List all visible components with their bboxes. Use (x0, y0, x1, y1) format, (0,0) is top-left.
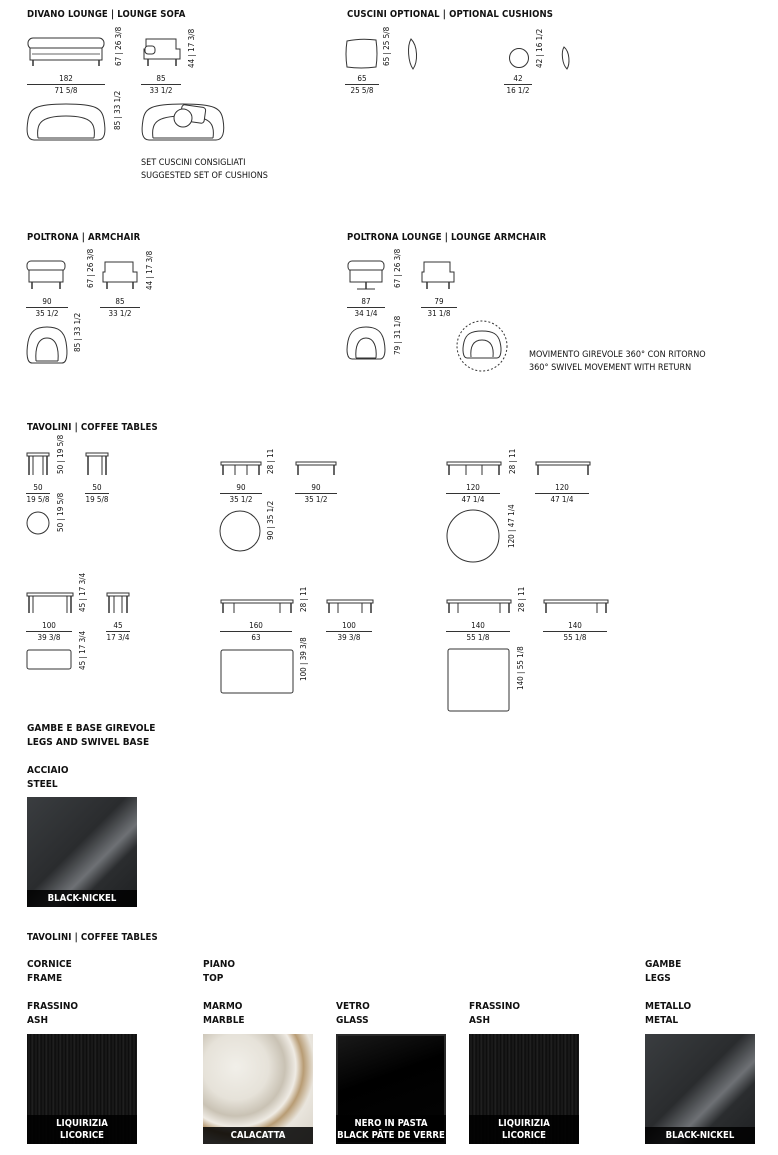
marble-label: MARMO MARBLE (203, 1001, 245, 1026)
sofa-side-drawing (143, 36, 183, 68)
table-100-side-drawing (106, 592, 130, 614)
square-cushion-side-drawing (405, 38, 419, 70)
sofa-seat-dim: 44 | 17 3/8 (187, 28, 196, 68)
sofa-width-dim: 182 71 5/8 (27, 74, 105, 95)
metal-black-nickel-swatch: BLACK-NICKEL (645, 1034, 755, 1144)
table-90-plan-dim: 90 | 35 1/2 (266, 500, 275, 540)
table-100-plan-dim: 45 | 17 3/4 (78, 630, 87, 670)
table-120-front-drawing (446, 461, 502, 477)
licorice-ash-top-swatch (469, 1034, 579, 1144)
table-120-plan-dim: 120 | 47 1/4 (507, 504, 516, 548)
table-50-depth-dim: 50 19 5/8 (85, 483, 109, 504)
table-120-plan-drawing (446, 509, 502, 565)
table-140-front-drawing (446, 599, 512, 615)
round-cushion-width-dim: 42 16 1/2 (504, 74, 532, 95)
table-50-plan-drawing (26, 510, 50, 536)
ash-label-top: FRASSINO ASH (469, 1001, 521, 1026)
top-label: PIANO TOP (203, 959, 236, 984)
black-glass-label: NERO IN PASTA BLACK PÂTE DE VERRE (336, 1115, 446, 1144)
table-90-height-dim: 28 | 11 (266, 448, 275, 474)
round-cushion-side-drawing (560, 46, 572, 70)
table-90-front-drawing (220, 461, 262, 477)
square-cushion-drawing (345, 38, 379, 70)
table-160-side-drawing (326, 599, 374, 615)
metal-label: METALLO METAL (645, 1001, 692, 1026)
armchair-seat-dim: 44 | 17 3/8 (145, 250, 154, 290)
black-glass-swatch (336, 1034, 446, 1144)
table-160-height-dim: 28 | 11 (299, 586, 308, 612)
table-50-width-dim: 50 19 5/8 (26, 483, 50, 504)
lounge-armchair-plan-dim: 79 | 31 1/8 (393, 315, 402, 355)
armchair-depth-dim: 85 33 1/2 (100, 297, 140, 318)
table-160-front-drawing (220, 599, 294, 615)
table-140-plan-drawing (447, 648, 511, 712)
armchair-front-drawing (26, 259, 68, 291)
table-100-width-dim: 100 39 3/8 (26, 621, 72, 642)
ash-label-frame: FRASSINO ASH (27, 1001, 79, 1026)
legs-label: GAMBE LEGS (645, 959, 682, 984)
table-100-depth-dim: 45 17 3/4 (106, 621, 130, 642)
lounge-armchair-height-dim: 67 | 26 3/8 (393, 248, 402, 288)
table-90-width-dim: 90 35 1/2 (220, 483, 262, 504)
table-100-front-drawing (26, 592, 74, 614)
section-title-armchair: POLTRONA | ARMCHAIR (27, 232, 141, 243)
section-title-lounge-sofa: DIVANO LOUNGE | LOUNGE SOFA (27, 9, 186, 20)
lounge-armchair-front-drawing (347, 259, 387, 291)
sofa-plan-depth-dim: 85 | 33 1/2 (113, 90, 122, 130)
licorice-ash-frame-label: LIQUIRIZIA LICORICE (27, 1115, 137, 1144)
steel-black-nickel-swatch: BLACK-NICKEL (27, 797, 137, 907)
table-100-plan-drawing (26, 649, 72, 671)
table-50-height-dim: 50 | 19 5/8 (56, 434, 65, 474)
table-90-side-drawing (295, 461, 337, 477)
table-140-height-dim: 28 | 11 (517, 586, 526, 612)
calacatta-marble-swatch: CALACATTA (203, 1034, 313, 1144)
table-100-height-dim: 45 | 17 3/4 (78, 572, 87, 612)
sofa-plan-with-cushions-drawing (141, 102, 225, 144)
licorice-ash-frame-swatch (27, 1034, 137, 1144)
lounge-armchair-depth-dim: 79 31 1/8 (421, 297, 457, 318)
sofa-depth-dim: 85 33 1/2 (141, 74, 181, 95)
armchair-side-drawing (102, 259, 140, 291)
table-140-plan-dim: 140 | 55 1/8 (516, 646, 525, 690)
glass-label: VETRO GLASS (336, 1001, 370, 1026)
armchair-width-dim: 90 35 1/2 (26, 297, 68, 318)
section-title-coffee-tables: TAVOLINI | COFFEE TABLES (27, 422, 158, 433)
frame-label: CORNICE FRAME (27, 959, 72, 984)
table-140-depth-dim: 140 55 1/8 (543, 621, 607, 642)
armchair-plan-dim: 85 | 33 1/2 (73, 312, 82, 352)
lounge-armchair-width-dim: 87 34 1/4 (347, 297, 385, 318)
table-160-plan-dim: 100 | 39 3/8 (299, 637, 308, 681)
table-140-side-drawing (543, 599, 609, 615)
section-title-lounge-armchair: POLTRONA LOUNGE | LOUNGE ARMCHAIR (347, 232, 547, 243)
licorice-ash-top-label: LIQUIRIZIA LICORICE (469, 1115, 579, 1144)
section-title-optional-cushions: CUSCINI OPTIONAL | OPTIONAL CUSHIONS (347, 9, 554, 20)
square-cushion-width-dim: 65 25 5/8 (345, 74, 379, 95)
table-160-plan-drawing (220, 649, 294, 695)
table-50-side-drawing (85, 452, 109, 476)
table-160-depth-dim: 100 39 3/8 (326, 621, 372, 642)
table-120-width-dim: 120 47 1/4 (446, 483, 500, 504)
lounge-armchair-side-drawing (421, 259, 457, 291)
swivel-movement-note: MOVIMENTO GIREVOLE 360° CON RITORNO 360° SWIVEL MOVEMENT WITH RETURN (529, 350, 706, 373)
table-50-plan-dim: 50 | 19 5/8 (56, 492, 65, 532)
lounge-armchair-plan-drawing (346, 326, 386, 362)
round-cushion-height-dim: 42 | 16 1/2 (535, 28, 544, 68)
sofa-plan-drawing (26, 102, 108, 144)
coffee-tables-finishes-title: TAVOLINI | COFFEE TABLES (27, 932, 158, 943)
sofa-front-drawing (27, 36, 107, 68)
table-90-depth-dim: 90 35 1/2 (295, 483, 337, 504)
round-cushion-drawing (508, 48, 530, 70)
table-160-width-dim: 160 63 (220, 621, 292, 642)
legs-base-title: GAMBE E BASE GIREVOLE LEGS AND SWIVEL BASE (27, 723, 156, 748)
swivel-movement-drawing (455, 320, 511, 376)
steel-label: ACCIAIO STEEL (27, 765, 69, 790)
suggested-cushions-note: SET CUSCINI CONSIGLIATI SUGGESTED SET OF CUSHIONS (141, 158, 268, 181)
table-120-height-dim: 28 | 11 (508, 448, 517, 474)
table-90-plan-drawing (219, 510, 263, 554)
sofa-height-dim: 67 | 26 3/8 (114, 26, 123, 66)
table-120-depth-dim: 120 47 1/4 (535, 483, 589, 504)
square-cushion-height-dim: 65 | 25 5/8 (382, 26, 391, 66)
table-140-width-dim: 140 55 1/8 (446, 621, 510, 642)
armchair-plan-drawing (26, 326, 68, 366)
table-50-front-drawing (26, 452, 50, 476)
table-120-side-drawing (535, 461, 591, 477)
armchair-height-dim: 67 | 26 3/8 (86, 248, 95, 288)
